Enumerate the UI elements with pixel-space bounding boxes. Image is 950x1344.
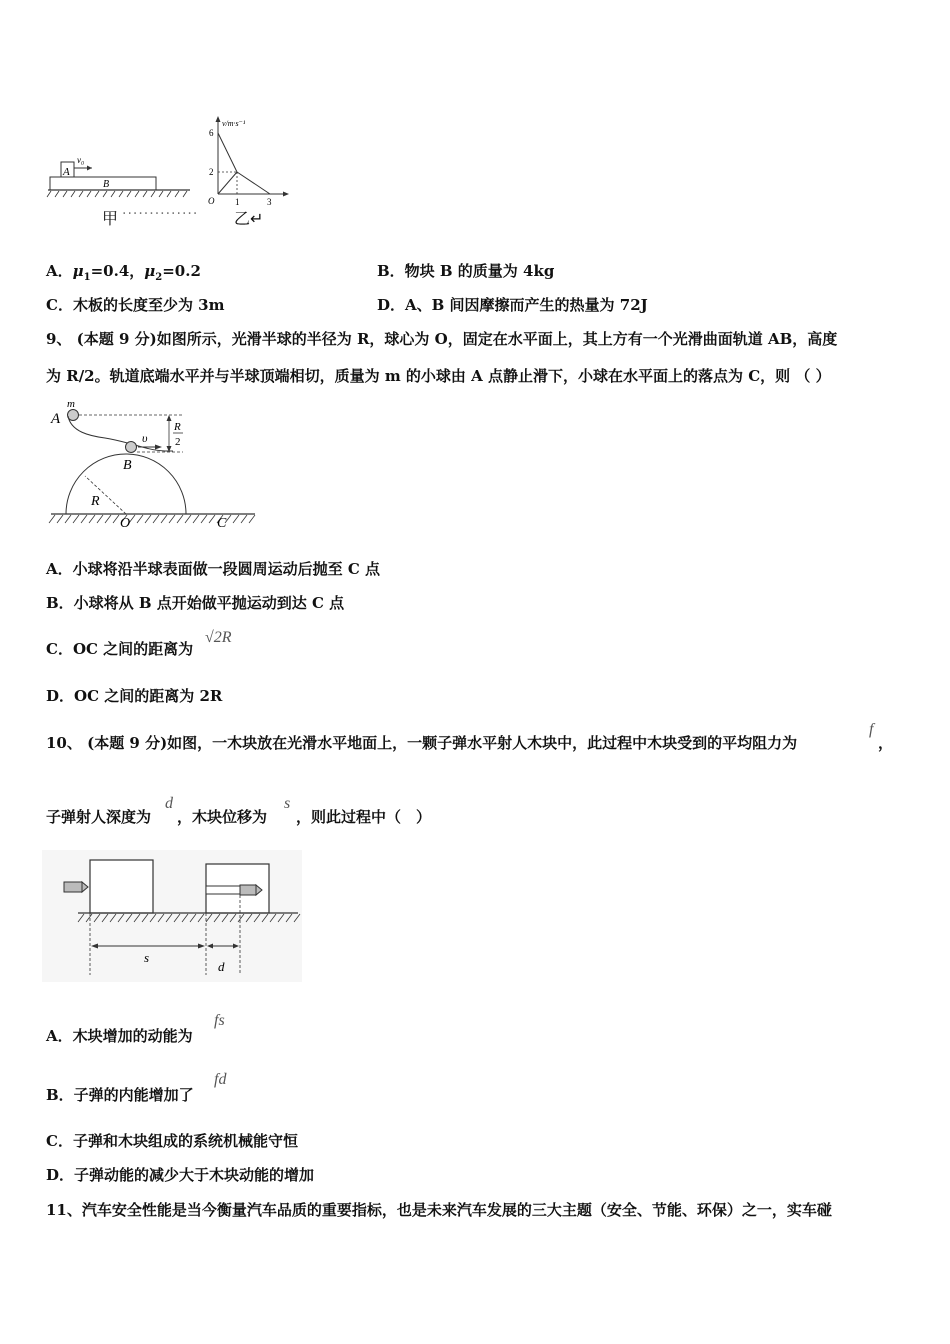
q10-label-s: s (144, 950, 150, 965)
q10-stem-line2-a: 子弹射人深度为 (46, 808, 152, 826)
graph-line-a (218, 133, 237, 172)
q10-option-d: D．子弹动能的减少大于木块动能的增加 (46, 1166, 315, 1184)
q10-option-b: B．子弹的内能增加了 (46, 1086, 194, 1104)
q10-option-a: A．木块增加的动能为 (46, 1027, 193, 1045)
graph-line-b (218, 172, 237, 194)
q10-option-a-math: fs (214, 1012, 225, 1029)
q9-option-b: B．小球将从 B 点开始做平抛运动到达 C 点 (46, 594, 345, 612)
graph-x3: 3 (267, 197, 272, 207)
q9-option-c: C．OC 之间的距离为 (46, 640, 194, 658)
q10-stem-line1-end: ， (878, 734, 894, 752)
q8-option-c: C．木板的长度至少为 3m (46, 296, 225, 314)
graph-origin: O (208, 196, 215, 206)
block-a-label: A (63, 166, 70, 178)
q9-figure (45, 392, 260, 532)
q10-stem-line2-c: ，则此过程中（ ） (296, 808, 432, 826)
board-b-label: B (103, 179, 110, 190)
q9-label-r-den: 2 (175, 436, 181, 448)
graph-x1: 1 (235, 197, 240, 207)
q9-label-a: A (51, 411, 61, 427)
q9-option-d: D．OC 之间的距离为 2R (46, 687, 223, 705)
q9-ball-b (126, 442, 137, 453)
graph-line-common (237, 172, 270, 194)
q9-label-m: m (67, 398, 75, 410)
q10-figure (42, 850, 302, 982)
q10-stem-line2-b: ，木块位移为 (177, 808, 268, 826)
q10-option-c: C．子弹和木块组成的系统机械能守恒 (46, 1132, 298, 1150)
q9-label-o: O (120, 516, 131, 531)
fig8-caption-yi: 乙↵ (234, 209, 264, 228)
q9-stem-line2: 为 R/2。轨道底端水平并与半球顶端相切，质量为 m 的小球由 A 点静止滑下，小球在水平面上的落点为 C，则 （ ） (46, 367, 831, 385)
graph-y6: 6 (209, 128, 214, 138)
q10-option-b-math: fd (214, 1071, 227, 1088)
q10-stem-s: s (284, 795, 291, 812)
q9-label-v: υ (142, 431, 148, 445)
q10-bullet-after (206, 886, 240, 894)
q10-stem-f: f (869, 721, 874, 738)
fig8-caption-dots: ·············· (122, 206, 199, 222)
q8-option-d: D．A、B 间因摩擦而产生的热量为 72J (377, 296, 648, 314)
fig8-jia-diagram (45, 150, 200, 205)
q10-block-before (90, 860, 153, 913)
q10-bullet-before (64, 882, 82, 892)
q9-option-a: A．小球将沿半球表面做一段圆周运动后抛至 C 点 (46, 560, 381, 578)
q9-stem-line1: 9、 (本题 9 分)如图所示，光滑半球的半径为 R，球心为 O，固定在水平面上，其上方有一个光滑曲面轨道 AB，高度 (46, 330, 838, 348)
q8-option-a: A．$\mu_1=0.4$，$\mu_2=0.2$ (46, 262, 201, 283)
q9-label-b: B (123, 458, 132, 473)
q11-stem-line1: 11、汽车安全性能是当今衡量汽车品质的重要指标，也是未来汽车发展的三大主题（安全、节能、环保）之一，实车碰 (46, 1201, 832, 1219)
fig8-caption-jia: 甲 (102, 209, 119, 228)
graph-y2: 2 (209, 167, 214, 177)
q8-option-b: B．物块 B 的质量为 4kg (377, 262, 555, 280)
v0-label: v₀ (77, 155, 85, 165)
graph-ylabel: v/m·s⁻¹ (222, 119, 246, 128)
fig8-yi-graph (200, 112, 290, 210)
q10-stem-line1: 10、 (本题 9 分)如图，一木块放在光滑水平地面上，一颗子弹水平射人木块中，此过程中木块受到的平均阻力为 (46, 734, 798, 752)
q9-option-c-math: √2R (205, 629, 232, 646)
q9-label-c: C (217, 516, 227, 531)
q9-label-r-num: R (174, 421, 181, 433)
q10-label-d: d (218, 959, 225, 974)
q9-label-r: R (91, 494, 100, 509)
q10-stem-d: d (165, 795, 173, 812)
